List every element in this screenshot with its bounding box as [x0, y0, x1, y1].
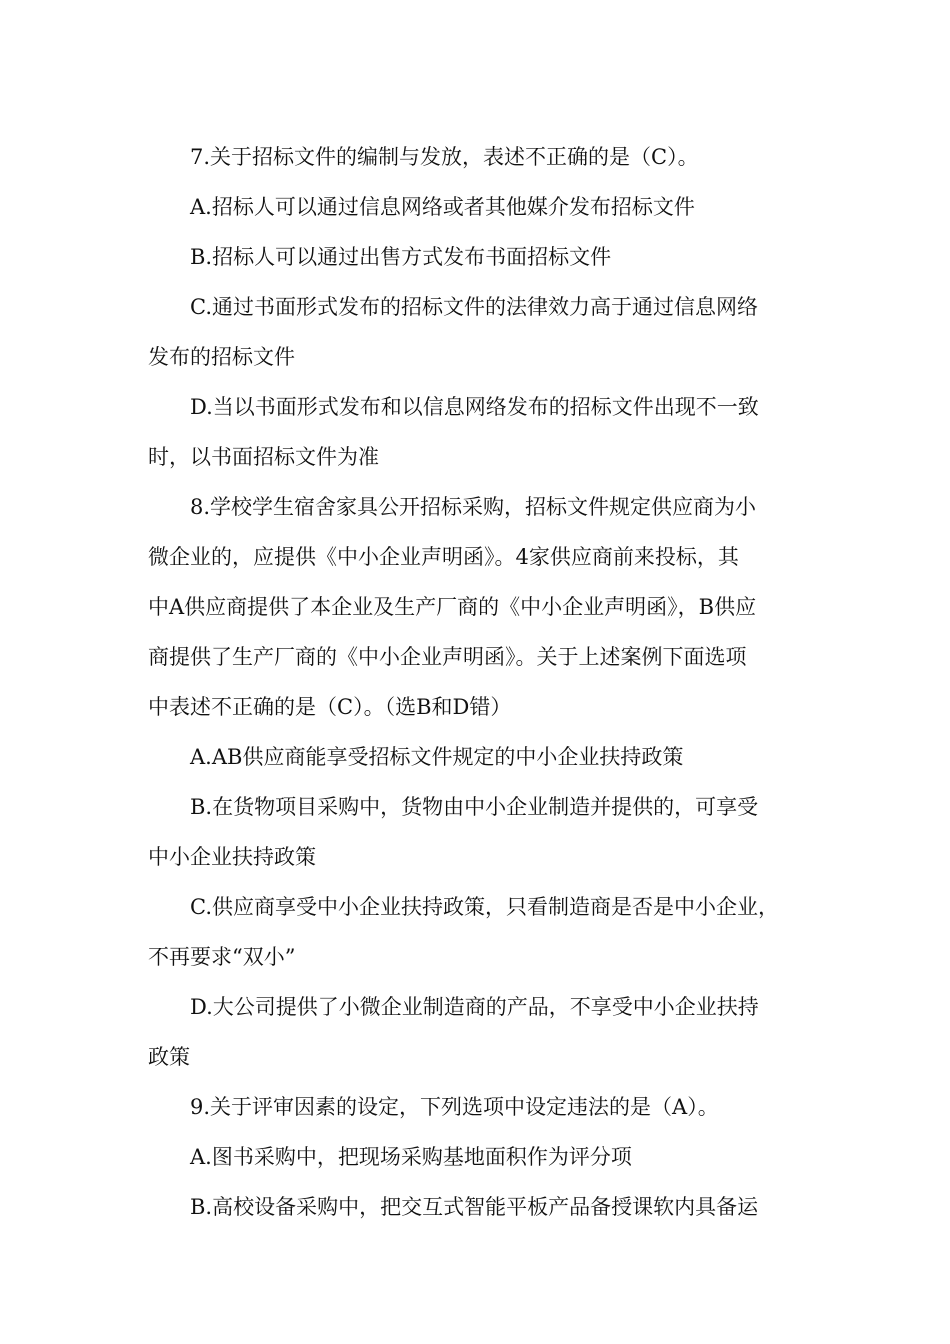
- question-8-stem-line: 中表述不正确的是（C）。（选B和D错）: [148, 695, 512, 719]
- question-7-option-line: 时，以书面招标文件为准: [148, 445, 379, 469]
- question-7-option-line: B.招标人可以通过出售方式发布书面招标文件: [190, 245, 612, 269]
- question-7-stem: 7.关于招标文件的编制与发放，表述不正确的是（C）。: [190, 145, 699, 169]
- question-8-option-line: D.大公司提供了小微企业制造商的产品，不享受中小企业扶持: [190, 995, 759, 1019]
- question-8-option-line: C.供应商享受中小企业扶持政策，只看制造商是否是中小企业，: [190, 895, 779, 919]
- document-body: [148, 132, 810, 1232]
- question-8-stem-line: 微企业的，应提供《中小企业声明函》。4家供应商前来投标，其: [148, 545, 739, 569]
- question-7-option-line: 发布的招标文件: [148, 345, 295, 369]
- question-8-stem-line: 8.学校学生宿舍家具公开招标采购，招标文件规定供应商为小: [190, 495, 757, 519]
- question-9-option-line: B.高校设备采购中，把交互式智能平板产品备授课软内具备运: [190, 1195, 759, 1219]
- question-7-option-line: D.当以书面形式发布和以信息网络发布的招标文件出现不一致: [190, 395, 759, 419]
- question-8-option-line: B.在货物项目采购中，货物由中小企业制造并提供的，可享受: [190, 795, 759, 819]
- question-8-option-line: 政策: [148, 1045, 190, 1069]
- question-8-stem-line: 商提供了生产厂商的《中小企业声明函》。关于上述案例下面选项: [148, 645, 747, 669]
- question-8-stem-line: 中A供应商提供了本企业及生产厂商的《中小企业声明函》，B供应: [148, 595, 757, 619]
- question-8-option-line: 中小企业扶持政策: [148, 845, 316, 869]
- question-9-stem: 9.关于评审因素的设定，下列选项中设定违法的是（A）。: [190, 1095, 719, 1119]
- question-8-option-line: A.AB供应商能享受招标文件规定的中小企业扶持政策: [190, 745, 684, 769]
- question-7-option-line: A.招标人可以通过信息网络或者其他媒介发布招标文件: [190, 195, 695, 219]
- question-7-option-line: C.通过书面形式发布的招标文件的法律效力高于通过信息网络: [190, 295, 758, 319]
- question-8-option-line: 不再要求“双小”: [148, 945, 296, 969]
- question-9-option-line: A.图书采购中，把现场采购基地面积作为评分项: [190, 1145, 632, 1169]
